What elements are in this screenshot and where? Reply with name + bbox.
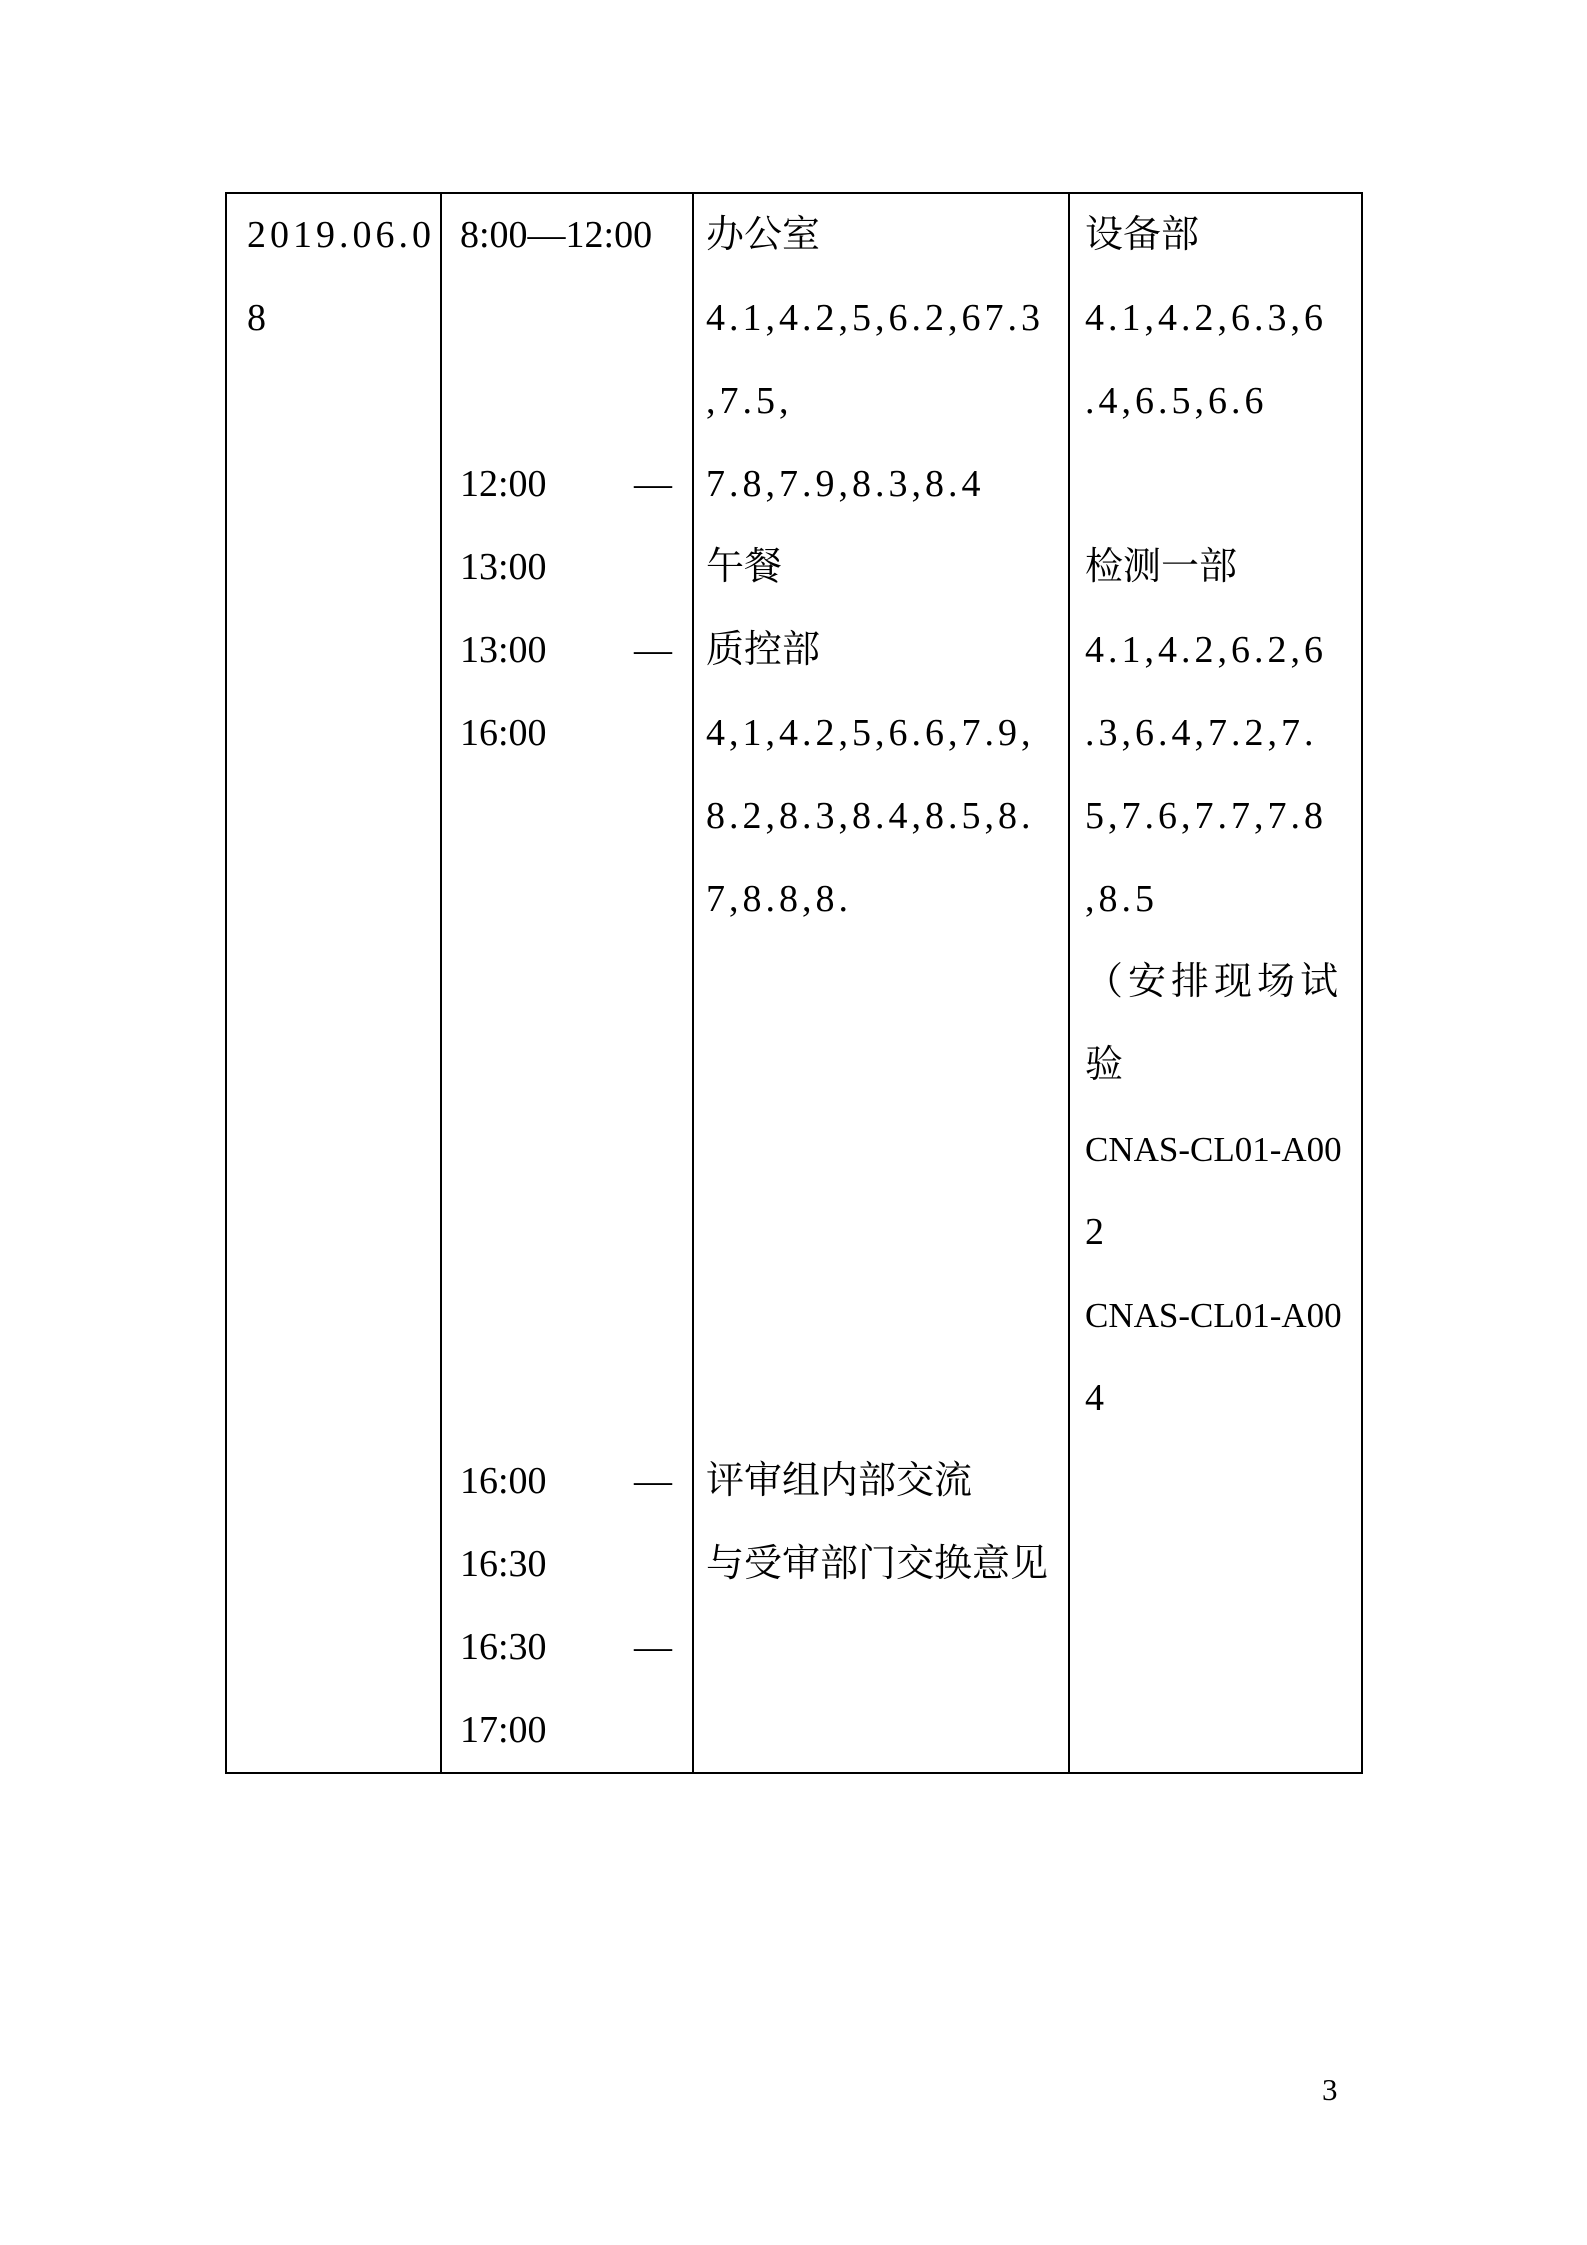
department-line: ,8.5 xyxy=(1085,878,1158,921)
department-line: 检测一部 xyxy=(1085,546,1238,589)
date-column xyxy=(227,194,440,1772)
activity-line: 4.1,4.2,5,6.2,67.3 xyxy=(706,297,1044,340)
department-line xyxy=(1085,1523,1349,1606)
time-dash: — xyxy=(634,463,672,506)
date-line xyxy=(247,1689,440,1772)
time-start: 16:00 xyxy=(460,712,547,755)
time-line xyxy=(460,941,672,1024)
time-column xyxy=(440,194,692,1772)
time-start: 16:00 xyxy=(460,1459,547,1502)
department-line: 设备部 xyxy=(1085,214,1200,256)
date-line xyxy=(247,1523,440,1606)
activity-line xyxy=(706,1357,1060,1440)
time-line xyxy=(460,1689,672,1772)
date-line xyxy=(247,360,440,443)
department-line xyxy=(1085,1606,1349,1689)
department-line: 4.1,4.2,6.2,6 xyxy=(1085,629,1327,672)
time-line xyxy=(460,1606,672,1689)
department-line: CNAS-CL01-A00 xyxy=(1085,1295,1342,1335)
time-start: 16:30 xyxy=(460,1542,547,1585)
time-line xyxy=(460,1108,672,1191)
time-dash: — xyxy=(634,1459,672,1502)
time-start: 12:00 xyxy=(460,463,547,506)
activity-line xyxy=(706,1606,1060,1689)
department-line: .3,6.4,7.2,7. xyxy=(1085,712,1318,755)
department-line: 4 xyxy=(1085,1376,1104,1419)
date-line xyxy=(247,1357,440,1440)
activity-line: 8.2,8.3,8.4,8.5,8. xyxy=(706,795,1035,838)
department-line xyxy=(1085,443,1349,526)
time-line xyxy=(460,360,672,443)
department-column xyxy=(1068,194,1361,1772)
time-line xyxy=(460,858,672,941)
date-line xyxy=(247,1274,440,1357)
department-line: .4,6.5,6.6 xyxy=(1085,380,1268,423)
date-line xyxy=(247,941,440,1024)
time-line xyxy=(460,692,672,775)
date-line: 2019.06.0 xyxy=(247,214,435,256)
date-line xyxy=(247,1440,440,1523)
date-line xyxy=(247,775,440,858)
date-line xyxy=(247,692,440,775)
activity-line xyxy=(706,1191,1060,1274)
time-line xyxy=(460,1191,672,1274)
activity-line xyxy=(706,1108,1060,1191)
time-line xyxy=(460,775,672,858)
time-line xyxy=(460,277,672,360)
department-line: 2 xyxy=(1085,1210,1104,1253)
activity-line: 与受审部门交换意见 xyxy=(706,1542,1049,1585)
activity-line: 午餐 xyxy=(706,546,783,589)
activity-line xyxy=(706,1689,1060,1772)
department-line: 验 xyxy=(1085,1044,1124,1087)
department-line: （安排现场试 xyxy=(1085,961,1344,1004)
time-line xyxy=(460,1440,672,1523)
schedule-table xyxy=(225,192,1363,1774)
time-line xyxy=(460,526,672,609)
activity-line: ,7.5, xyxy=(706,380,793,423)
date-line xyxy=(247,609,440,692)
department-line: CNAS-CL01-A00 xyxy=(1085,1129,1342,1169)
time-line xyxy=(460,1274,672,1357)
activity-line: 7,8.8,8. xyxy=(706,878,852,921)
date-line xyxy=(247,1108,440,1191)
activity-line: 评审组内部交流 xyxy=(706,1459,973,1502)
time-dash: — xyxy=(634,629,672,672)
date-line: 8 xyxy=(247,297,270,340)
date-line xyxy=(247,1024,440,1107)
department-line xyxy=(1085,1440,1349,1523)
time-line xyxy=(460,609,672,692)
activity-line xyxy=(706,1274,1060,1357)
activity-line xyxy=(706,1024,1060,1107)
activity-line: 4,1,4.2,5,6.6,7.9, xyxy=(706,712,1035,755)
time-start: 16:30 xyxy=(460,1625,547,1668)
time-start: 13:00 xyxy=(460,546,547,589)
activity-line xyxy=(706,941,1060,1024)
activity-line: 办公室 xyxy=(706,214,821,256)
activity-line: 7.8,7.9,8.3,8.4 xyxy=(706,463,985,506)
date-line xyxy=(247,1606,440,1689)
time-line xyxy=(460,443,672,526)
time-start: 8:00—12:00 xyxy=(460,214,653,256)
activity-line: 质控部 xyxy=(706,629,821,672)
department-line: 4.1,4.2,6.3,6 xyxy=(1085,297,1327,340)
date-line xyxy=(247,443,440,526)
activity-column xyxy=(692,194,1068,1772)
date-line xyxy=(247,526,440,609)
time-line xyxy=(460,194,672,277)
department-line xyxy=(1085,1689,1349,1772)
department-line: 5,7.6,7.7,7.8 xyxy=(1085,795,1327,838)
time-line xyxy=(460,1523,672,1606)
date-line xyxy=(247,858,440,941)
date-line xyxy=(247,1191,440,1274)
time-line xyxy=(460,1024,672,1107)
page-number: 3 xyxy=(1322,2072,1338,2107)
time-start: 17:00 xyxy=(460,1708,547,1751)
time-dash: — xyxy=(634,1625,672,1668)
time-start: 13:00 xyxy=(460,629,547,672)
time-line xyxy=(460,1357,672,1440)
